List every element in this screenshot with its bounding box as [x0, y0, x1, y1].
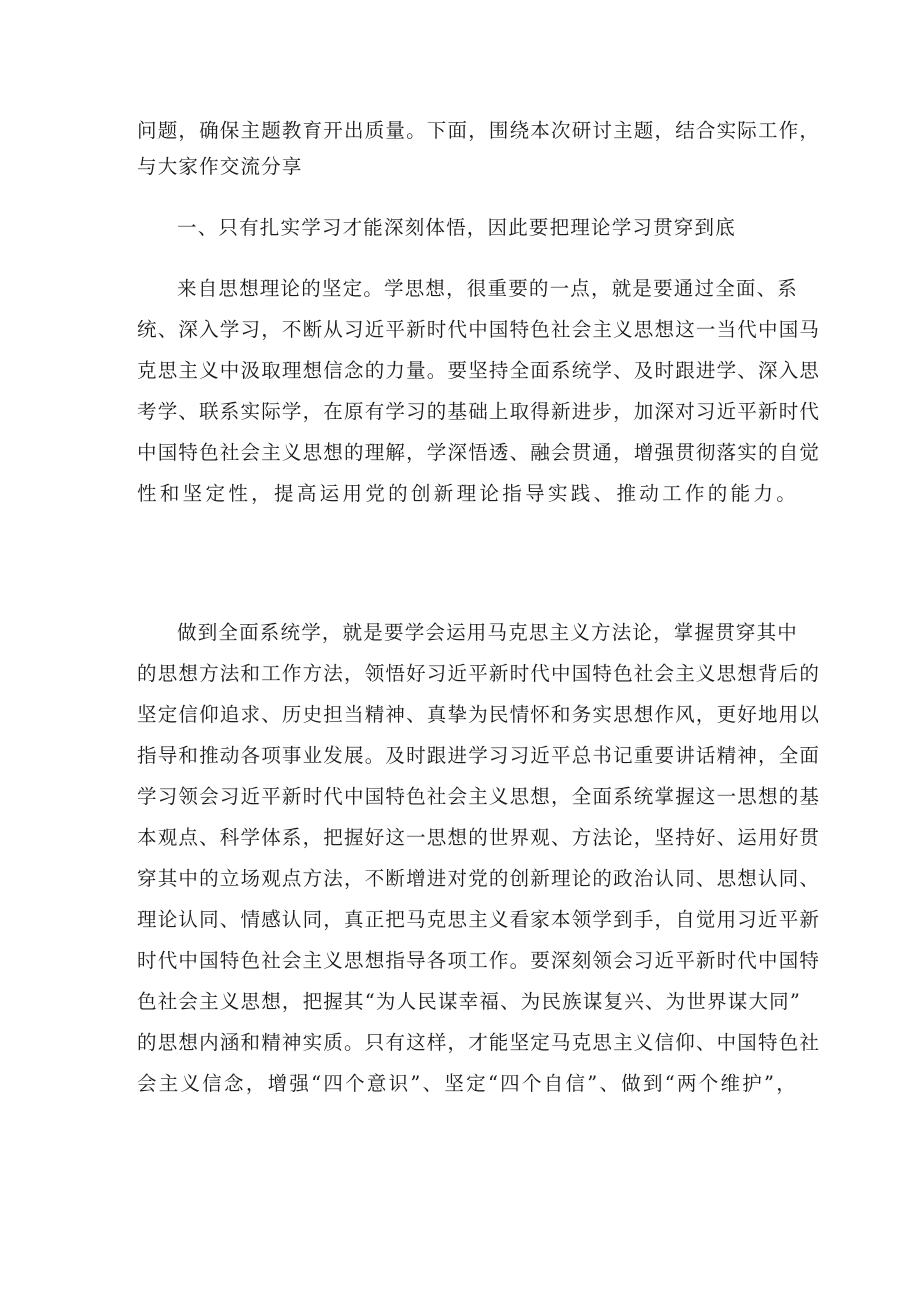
text-line: 时代中国特色社会主义思想指导各项工作。要深刻领会习近平新时代中国特: [137, 949, 821, 972]
text-line: 统、深入学习，不断从习近平新时代中国特色社会主义思想这一当代中国马: [137, 318, 821, 341]
text-line: 的思想内涵和精神实质。只有这样，才能坚定马克思主义信仰、中国特色社: [137, 1031, 821, 1054]
text-line: 问题，确保主题教育开出质量。下面，围绕本次研讨主题，结合实际工作，: [137, 119, 821, 142]
text-line: 理论认同、情感认同，真正把马克思主义看家本领学到手，自觉用习近平新: [137, 908, 821, 931]
text-line: 学习领会习近平新时代中国特色社会主义思想，全面系统掌握这一思想的基: [137, 785, 821, 808]
text-line: 的思想方法和工作方法，领悟好习近平新时代中国特色社会主义思想背后的: [137, 662, 821, 685]
section-heading: 一、只有扎实学习才能深刻体悟，因此要把理论学习贯穿到底: [177, 216, 736, 239]
text-line: [137, 516, 797, 554]
text-line: 性和坚定性，提高运用党的创新理论指导实践、推动工作的能力。: [137, 482, 797, 505]
text-line: [137, 1147, 797, 1185]
text-line: 来自思想理论的坚定。学思想，很重要的一点，就是要通过全面、系: [177, 277, 799, 300]
text-line: 指导和推动各项事业发展。及时跟进学习习近平总书记重要讲话精神，全面: [137, 744, 821, 767]
text-line: 与大家作交流分享: [137, 155, 303, 178]
text-line: 中国特色社会主义思想的理解，学深悟透、融会贯通，增强贯彻落实的自觉: [137, 441, 821, 464]
text-line: 穿其中的立场观点方法，不断增进对党的创新理论的政治认同、思想认同、: [137, 867, 821, 890]
text-line: 坚定信仰追求、历史担当精神、真挚为民情怀和务实思想作风，更好地用以: [137, 703, 821, 726]
text-line: 考学、联系实际学，在原有学习的基础上取得新进步，加深对习近平新时代: [137, 400, 821, 423]
text-line: 做到全面系统学，就是要学会运用马克思主义方法论，掌握贯穿其中: [177, 621, 799, 644]
text-line: 本观点、科学体系，把握好这一思想的世界观、方法论，坚持好、运用好贯: [137, 826, 821, 849]
text-line: 会主义信念，增强“四个意识”、坚定“四个自信”、做到“两个维护”，: [137, 1072, 797, 1095]
text-line: [137, 1106, 797, 1144]
text-line: 克思主义中汲取理想信念的力量。要坚持全面系统学、及时跟进学、深入思: [137, 359, 821, 382]
text-line: 色社会主义思想，把握其“为人民谋幸福、为民族谋复兴、为世界谋大同”: [137, 990, 802, 1013]
